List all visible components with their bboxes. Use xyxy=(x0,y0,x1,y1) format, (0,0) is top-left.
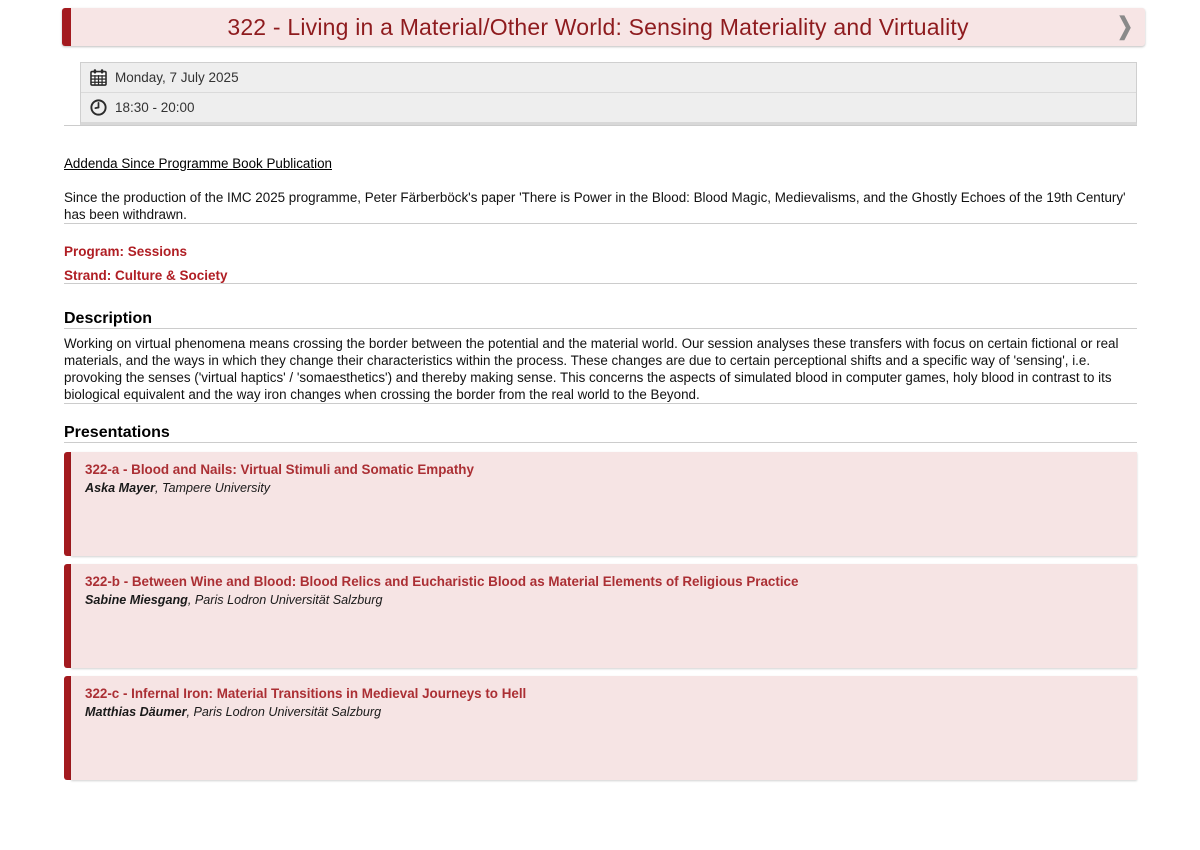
presentation-card-body xyxy=(71,564,1137,668)
strand-label: Strand: xyxy=(64,268,112,283)
presentation-accent-bar xyxy=(64,564,71,668)
presentation-card[interactable] xyxy=(64,564,1137,668)
description-text: Working on virtual phenomena means crossing the border between the potential and the material world. Our session analyses these transfers with focus on certain fictional or real materials, and the ways in which they change their characteristics within the process. These changes are due to certain perceptional shifts and a specific way of 'sensing', i.e. provoking the senses ('virtual haptics' / 'somaesthetics') and thereby making sense. This concerns the aspects of simulated blood in computer games, holy blood in contrast to its biological equivalent and the way iron changes when crossing the border from the real world to the Beyond. xyxy=(64,336,1119,402)
presentation-card-body xyxy=(71,676,1137,780)
session-title: 322 - Living in a Material/Other World: Sensing Materiality and Virtuality xyxy=(227,13,969,40)
program-label: Program: xyxy=(64,244,125,259)
program-row xyxy=(64,244,1137,259)
chevron-right-icon[interactable]: ❯ xyxy=(1116,13,1133,40)
presentation-title: 322-b - Between Wine and Blood: Blood Relics and Eucharistic Blood as Material Elements of Religious Practice xyxy=(85,574,799,589)
divider xyxy=(64,442,1137,443)
session-accent-bar xyxy=(62,8,71,46)
strand-value[interactable]: Culture & Society xyxy=(115,268,228,283)
speaker-name: Aska Mayer xyxy=(85,481,156,495)
time-text: 18:30 - 20:00 xyxy=(115,100,195,115)
speaker-affiliation: , Paris Lodron Universität Salzburg xyxy=(186,705,382,719)
clock-icon xyxy=(89,98,108,117)
schedule-table xyxy=(80,62,1137,125)
presentation-speaker xyxy=(85,593,1123,607)
date-text: Monday, 7 July 2025 xyxy=(115,70,239,85)
speaker-affiliation: , Paris Lodron Universität Salzburg xyxy=(187,593,383,607)
presentation-card[interactable] xyxy=(64,452,1137,556)
presentation-accent-bar xyxy=(64,452,71,556)
presentation-speaker xyxy=(85,705,1123,719)
addenda-text: Since the production of the IMC 2025 programme, Peter Färberböck's paper 'There is Power in the Blood: Blood Magic, Medievalisms, and the Ghostly Echoes of the 19th Century' has been withdrawn. xyxy=(64,190,1126,222)
date-row xyxy=(81,63,1136,92)
divider xyxy=(64,328,1137,329)
divider xyxy=(64,125,1137,126)
time-row xyxy=(81,92,1136,122)
speaker-name: Matthias Däumer xyxy=(85,705,187,719)
presentation-speaker xyxy=(85,481,1123,495)
program-value[interactable]: Sessions xyxy=(127,244,188,259)
calendar-icon xyxy=(89,68,108,87)
divider xyxy=(64,223,1137,224)
description-heading: Description xyxy=(64,310,153,327)
divider xyxy=(64,403,1137,404)
strand-row xyxy=(64,268,1137,283)
presentation-accent-bar xyxy=(64,676,71,780)
presentation-title: 322-a - Blood and Nails: Virtual Stimuli and Somatic Empathy xyxy=(85,462,474,477)
presentation-card-body xyxy=(71,452,1137,556)
speaker-affiliation: , Tampere University xyxy=(155,481,271,495)
addenda-link[interactable]: Addenda Since Programme Book Publication xyxy=(64,156,332,171)
presentation-title: 322-c - Infernal Iron: Material Transitions in Medieval Journeys to Hell xyxy=(85,686,527,701)
session-header[interactable] xyxy=(62,8,1145,46)
presentation-card[interactable] xyxy=(64,676,1137,780)
speaker-name: Sabine Miesgang xyxy=(85,593,188,607)
presentations-heading: Presentations xyxy=(64,424,170,441)
divider xyxy=(64,283,1137,284)
